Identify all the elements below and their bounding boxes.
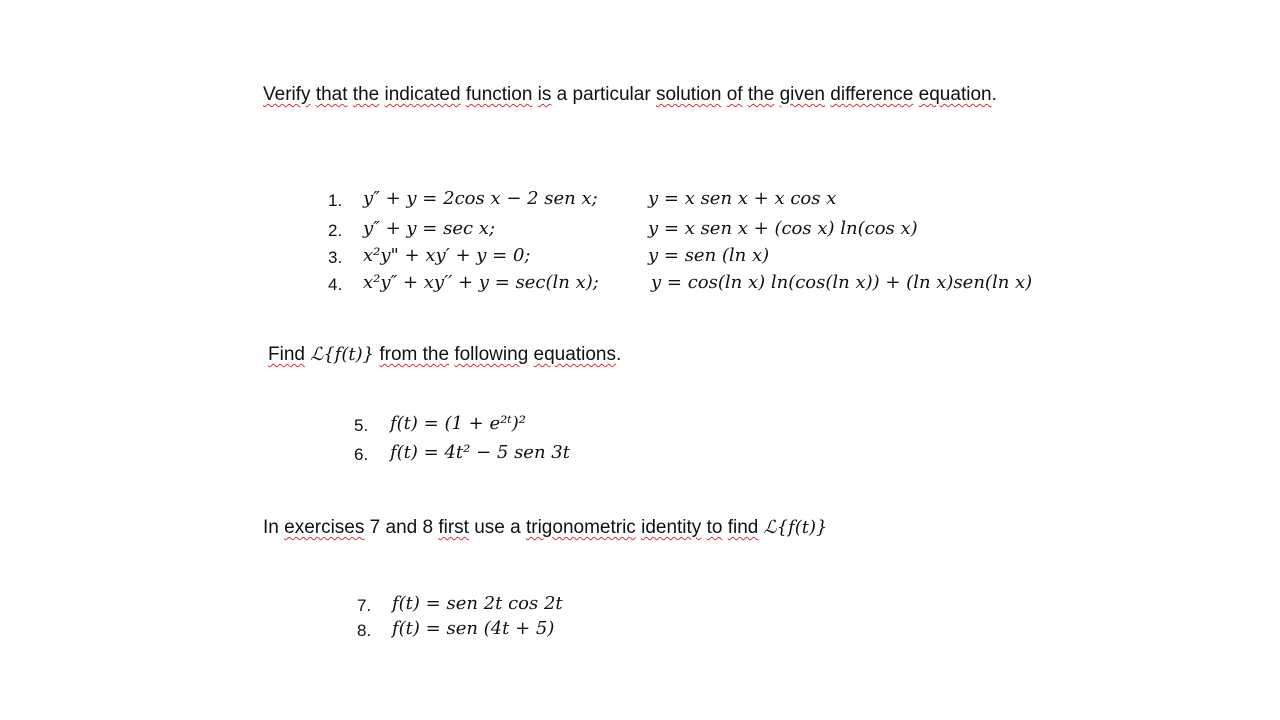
laplace-expression: ℒ{f(t)} [310, 344, 375, 365]
item-number: 8. [357, 621, 372, 640]
item-equation: f(t) = sen (4t + 5) [392, 618, 555, 639]
item-number: 3. [328, 248, 343, 267]
item-number: 4. [328, 275, 343, 294]
item-equation: y″ + y = 2cos x − 2 sen x; [363, 188, 598, 209]
list-item [0, 616, 1280, 642]
spellcheck-word: first [438, 517, 469, 538]
item-equation: x²y" + xy′ + y = 0; [363, 245, 531, 266]
spellcheck-word: given [779, 84, 825, 105]
list-item [0, 186, 1280, 212]
spellcheck-word: from the [379, 344, 450, 365]
spellcheck-word: indicated [384, 84, 461, 105]
spellcheck-word: equation [918, 84, 992, 105]
item-number: 6. [354, 445, 369, 464]
spellcheck-word: Verify [263, 84, 311, 105]
section2-heading [268, 343, 621, 367]
spellcheck-word: exercises [284, 517, 365, 538]
spellcheck-word: the [747, 84, 775, 105]
list-item [0, 270, 1280, 296]
heading-text: . [991, 84, 997, 105]
spellcheck-word: that [315, 84, 348, 105]
spellcheck-word: find [727, 517, 759, 538]
list-item [0, 216, 1280, 242]
item-equation: f(t) = sen 2t cos 2t [392, 593, 563, 614]
spellcheck-word: difference [830, 84, 914, 105]
item-equation: x²y″ + xy′′ + y = sec(ln x); [363, 272, 599, 293]
item-solution: y = cos(ln x) ln(cos(ln x)) + (ln x)sen(ln x) [651, 272, 1033, 293]
item-number: 2. [328, 221, 343, 240]
item-number: 7. [357, 596, 372, 615]
section3-heading [263, 516, 827, 540]
spellcheck-word: to [706, 517, 723, 538]
spellcheck-word: following [454, 344, 529, 365]
section1-heading [263, 83, 997, 107]
item-solution: y = x sen x + (cos x) ln(cos x) [648, 218, 918, 239]
spellcheck-word: identity [641, 517, 702, 538]
list-item [0, 411, 1280, 437]
heading-text: a particular [551, 84, 656, 105]
spellcheck-word: is [537, 84, 552, 105]
spellcheck-word: the [352, 84, 380, 105]
heading-text: . [615, 344, 622, 365]
heading-text: 7 and 8 [364, 517, 439, 538]
heading-text: use a [468, 517, 526, 538]
spellcheck-word: solution [655, 84, 722, 105]
item-equation: f(t) = 4t² − 5 sen 3t [390, 442, 570, 463]
item-solution: y = sen (ln x) [648, 245, 770, 266]
list-item [0, 591, 1280, 617]
spellcheck-word: function [465, 84, 533, 105]
item-number: 5. [354, 416, 369, 435]
list-item [0, 440, 1280, 466]
item-solution: y = x sen x + x cos x [648, 188, 837, 209]
spellcheck-word: Find [268, 344, 305, 365]
item-number: 1. [328, 191, 343, 210]
spellcheck-word: trigonometric [525, 517, 636, 538]
spellcheck-word: equations [533, 344, 616, 365]
heading-text: In [263, 517, 285, 538]
item-equation: f(t) = (1 + e²ᵗ)² [390, 413, 527, 434]
list-item [0, 243, 1280, 269]
item-equation: y″ + y = sec x; [363, 218, 496, 239]
laplace-expression: ℒ{f(t)} [763, 517, 828, 538]
spellcheck-word: of [726, 84, 743, 105]
